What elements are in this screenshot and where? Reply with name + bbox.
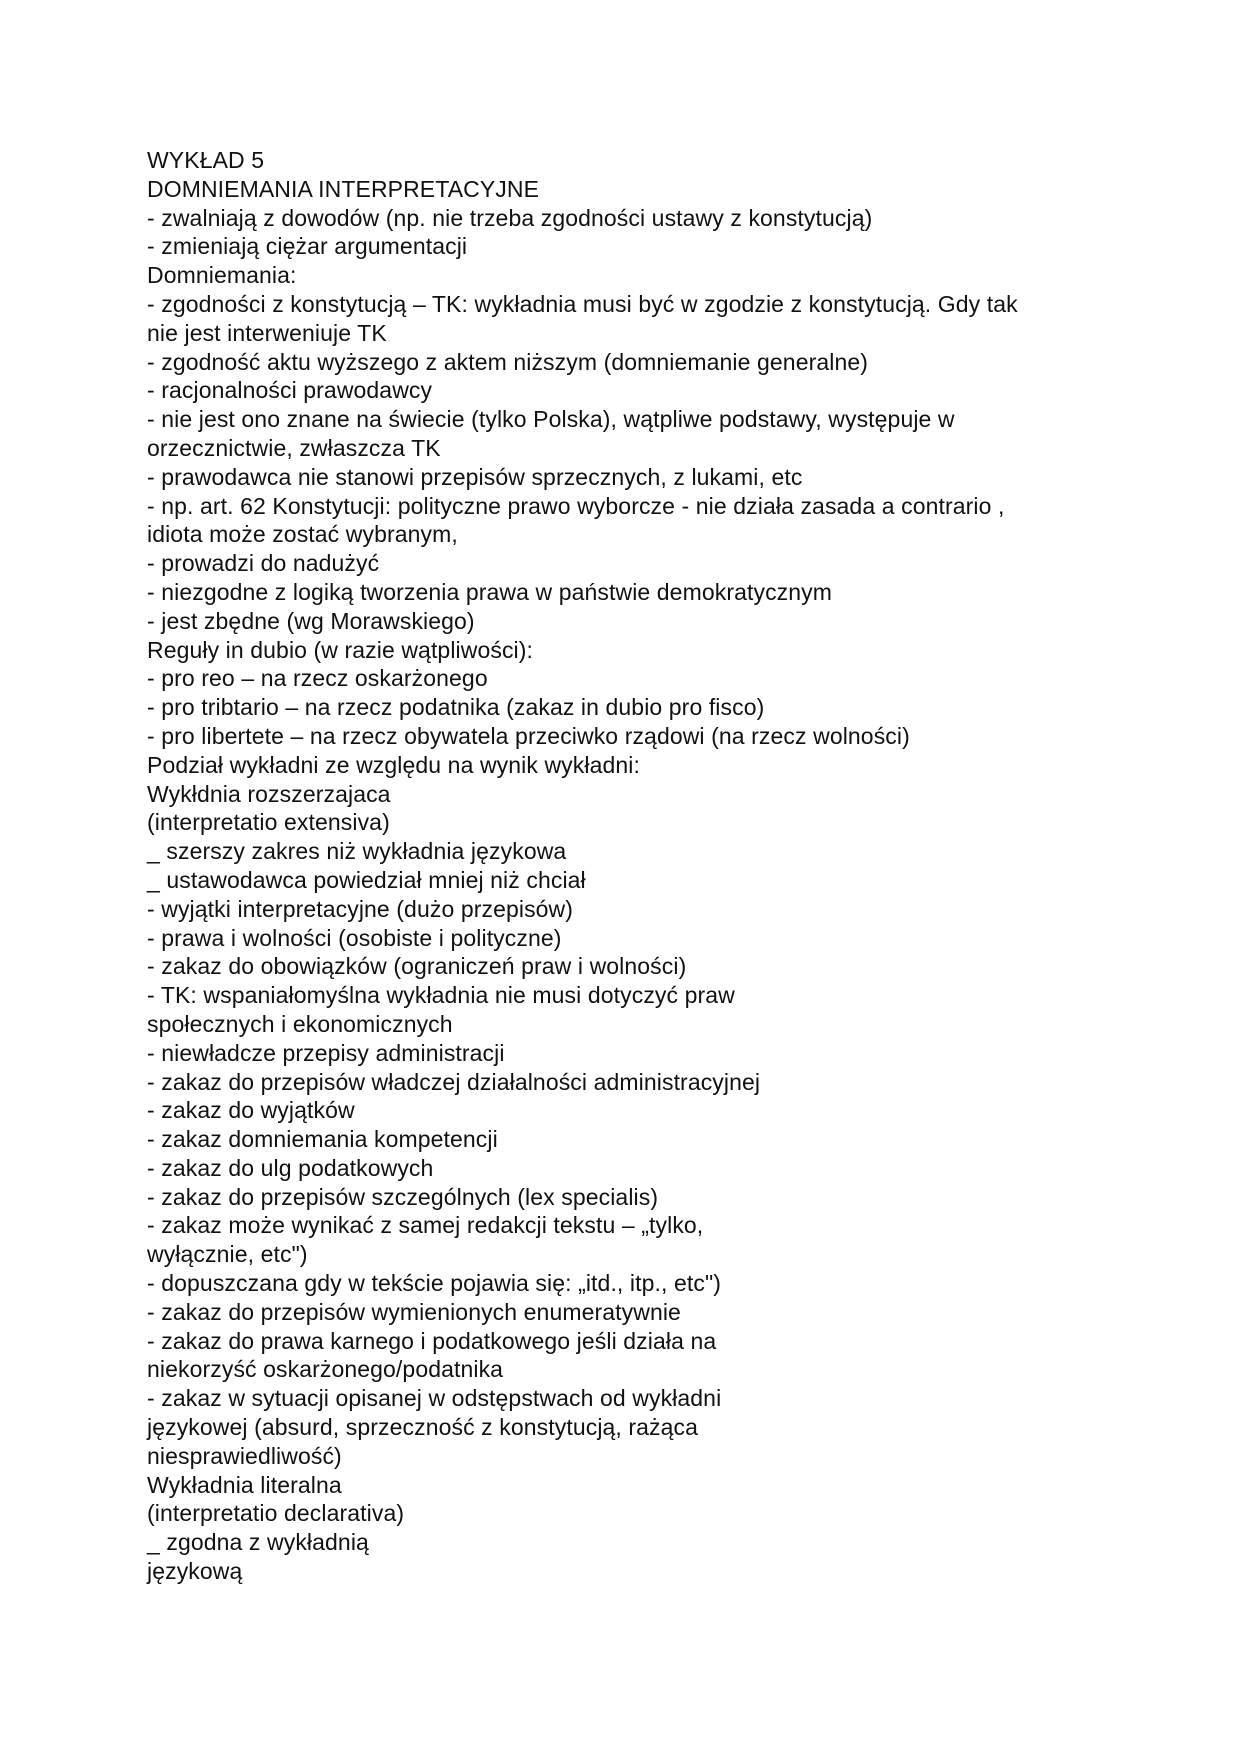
text-line: (interpretatio declarativa): [147, 1500, 405, 1527]
text-line: - TK: wspaniałomyślna wykładnia nie musi dotyczyć praw: [147, 982, 735, 1009]
text-line: - zakaz w sytuacji opisanej w odstępstwach od wykładni: [147, 1385, 722, 1412]
text-line: - pro libertete – na rzecz obywatela przeciwko rządowi (na rzecz wolności): [147, 722, 910, 749]
subheading: Domniemania:: [147, 262, 297, 289]
text-line: - niewładcze przepisy administracji: [147, 1039, 505, 1066]
text-line: wyłącznie, etc"): [147, 1241, 308, 1268]
text-line: - jest zbędne (wg Morawskiego): [147, 607, 475, 634]
text-line: - np. art. 62 Konstytucji: polityczne prawo wyborcze - nie działa zasada a contrario ,: [147, 492, 1005, 519]
subheading: Podział wykładni ze względu na wynik wykładni:: [147, 751, 640, 778]
text-line: - prawodawca nie stanowi przepisów sprzecznych, z lukami, etc: [147, 463, 803, 490]
lecture-title: WYKŁAD 5: [147, 147, 265, 173]
text-line: idiota może zostać wybranym,: [147, 521, 458, 548]
text-line: - zakaz do ulg podatkowych: [147, 1154, 434, 1181]
text-line: _ zgodna z wykładnią: [147, 1529, 369, 1556]
text-line: - zakaz do przepisów władczej działalności administracyjnej: [147, 1068, 761, 1095]
text-line: społecznych i ekonomicznych: [147, 1010, 453, 1037]
subheading: Reguły in dubio (w razie wątpliwości):: [147, 636, 534, 663]
text-line: niesprawiedliwość): [147, 1442, 342, 1469]
text-line: - prowadzi do nadużyć: [147, 550, 380, 577]
text-line: - niezgodne z logiką tworzenia prawa w państwie demokratycznym: [147, 578, 833, 605]
text-line: językowej (absurd, sprzeczność z konstytucją, rażąca: [147, 1414, 699, 1441]
text-line: niekorzyść oskarżonego/podatnika: [147, 1356, 504, 1383]
text-line: - zwalniają z dowodów (np. nie trzeba zgodności ustawy z konstytucją): [147, 204, 873, 231]
text-line: - zakaz do obowiązków (ograniczeń praw i wolności): [147, 953, 687, 980]
subheading: Wykłdnia rozszerzajaca: [147, 780, 391, 807]
text-line: (interpretatio extensiva): [147, 809, 390, 836]
text-line: - zakaz do prawa karnego i podatkowego jeśli działa na: [147, 1327, 717, 1354]
text-line: - zgodność aktu wyższego z aktem niższym (domniemanie generalne): [147, 348, 868, 375]
section-heading: DOMNIEMANIA INTERPRETACYJNE: [147, 175, 540, 202]
text-line: językową: [147, 1558, 243, 1585]
text-line: - nie jest ono znane na świecie (tylko Polska), wątpliwe podstawy, występuje w: [147, 406, 955, 433]
text-line: - zakaz domniemania kompetencji: [147, 1126, 498, 1153]
text-line: - zmieniają ciężar argumentacji: [147, 233, 468, 260]
text-line: orzecznictwie, zwłaszcza TK: [147, 434, 441, 461]
text-line: - zakaz może wynikać z samej redakcji tekstu – „tylko,: [147, 1212, 704, 1239]
document-text: [147, 146, 1147, 1586]
text-line: - wyjątki interpretacyjne (dużo przepisów): [147, 895, 574, 922]
text-line: _ ustawodawca powiedział mniej niż chciał: [147, 866, 586, 893]
subheading: Wykładnia literalna: [147, 1471, 342, 1498]
text-line: - pro tribtario – na rzecz podatnika (zakaz in dubio pro fisco): [147, 694, 765, 721]
text-line: - zakaz do przepisów wymienionych enumeratywnie: [147, 1298, 681, 1325]
text-line: - zgodności z konstytucją – TK: wykładnia musi być w zgodzie z konstytucją. Gdy tak: [147, 290, 1018, 317]
text-line: nie jest interweniuje TK: [147, 319, 387, 346]
text-line: - prawa i wolności (osobiste i polityczne): [147, 924, 562, 951]
text-line: _ szerszy zakres niż wykładnia językowa: [147, 838, 567, 865]
text-line: - dopuszczana gdy w tekście pojawia się: „itd., itp., etc"): [147, 1270, 721, 1297]
text-line: - pro reo – na rzecz oskarżonego: [147, 665, 488, 692]
text-line: - racjonalności prawodawcy: [147, 377, 433, 404]
text-line: - zakaz do przepisów szczególnych (lex specialis): [147, 1183, 659, 1210]
text-line: - zakaz do wyjątków: [147, 1097, 355, 1124]
